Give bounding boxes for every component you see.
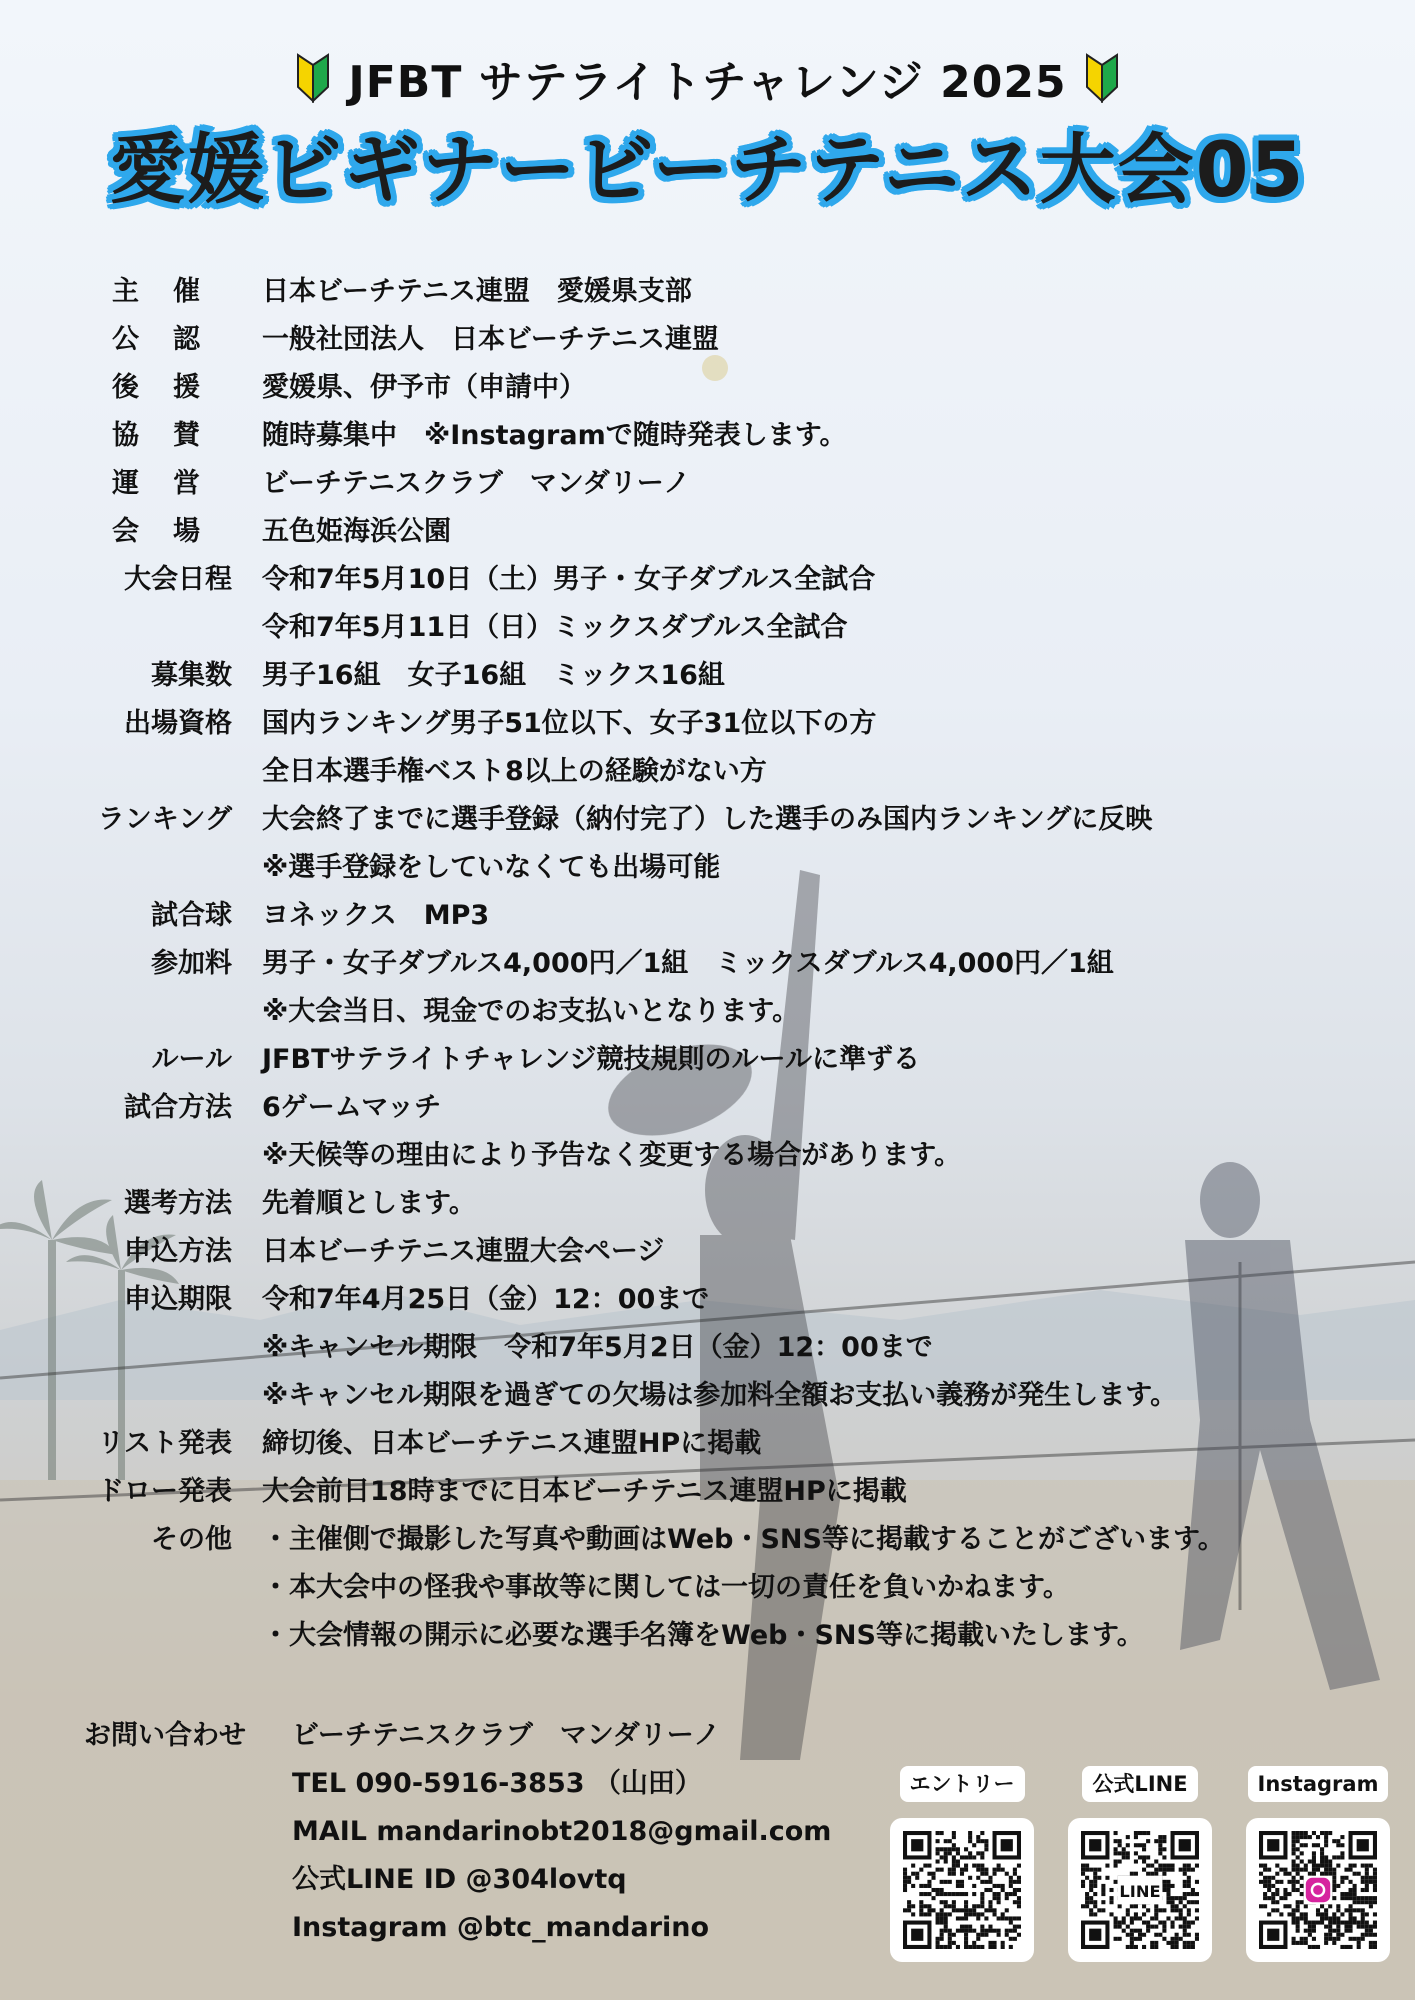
contact-line: TEL 090-5916-3853 （山田） [292, 1768, 702, 1799]
detail-row [80, 1084, 1360, 1180]
detail-label-text: 協賛 [112, 420, 234, 451]
detail-value: ※キャンセル期限を過ぎての欠場は参加料全額お支払い義務が発生します。 [262, 1380, 1178, 1411]
detail-value: 先着順とします。 [262, 1188, 476, 1219]
detail-value: 一般社団法人 日本ビーチテニス連盟 [262, 324, 719, 355]
detail-label-text: 公認 [112, 324, 234, 355]
detail-label: リスト発表 [97, 1428, 232, 1459]
detail-value: 日本ビーチテニス連盟大会ページ [262, 1236, 665, 1267]
contact-line: Instagram @btc_mandarino [292, 1912, 710, 1943]
detail-value: 大会前日18時までに日本ビーチテニス連盟HPに掲載 [262, 1476, 907, 1507]
detail-value: ※選手登録をしていなくても出場可能 [262, 852, 721, 883]
detail-value: 随時募集中 ※Instagramで随時発表します。 [262, 420, 847, 451]
detail-label: 申込方法 [124, 1236, 232, 1267]
detail-row [80, 556, 1360, 652]
qr-code-icon[interactable] [1081, 1831, 1199, 1949]
detail-label: ドロー発表 [97, 1476, 232, 1507]
beginner-mark-icon [1085, 53, 1119, 103]
detail-label: 募集数 [151, 660, 232, 691]
detail-label-text: 後援 [112, 372, 234, 403]
page-title: 愛媛ビギナービーチテニス大会05 [109, 125, 1306, 214]
detail-value: ※キャンセル期限 令和7年5月2日（金）12：00まで [262, 1332, 933, 1363]
qr-code-icon[interactable] [903, 1831, 1021, 1949]
detail-label [80, 508, 232, 556]
header [0, 48, 1415, 218]
qr-label: エントリー [900, 1766, 1025, 1802]
detail-label [80, 460, 232, 508]
detail-value: 令和7年5月10日（土）男子・女子ダブルス全試合 [262, 564, 876, 595]
detail-row [80, 1036, 1360, 1084]
contact-lines [292, 1712, 831, 1952]
detail-value: ビーチテニスクラブ マンダリーノ [262, 468, 691, 499]
detail-row [80, 1468, 1360, 1516]
detail-label: 選考方法 [124, 1188, 232, 1219]
detail-value: 6ゲームマッチ [262, 1092, 442, 1123]
instagram-icon [1306, 1878, 1330, 1902]
detail-label [80, 412, 232, 460]
tournament-details [80, 268, 1360, 1660]
detail-value: ・本大会中の怪我や事故等に関しては一切の責任を負いかねます。 [262, 1572, 1070, 1603]
detail-value: 男子・女子ダブルス4,000円／1組 ミックスダブルス4,000円／1組 [262, 948, 1114, 979]
detail-value: 日本ビーチテニス連盟 愛媛県支部 [262, 276, 692, 307]
detail-value: 令和7年5月11日（日）ミックスダブルス全試合 [262, 612, 848, 643]
qr-block-line[interactable] [1068, 1766, 1212, 1962]
qr-block-entry[interactable] [890, 1766, 1034, 1962]
contact-line: ビーチテニスクラブ マンダリーノ [292, 1720, 721, 1751]
detail-label-text: 運営 [112, 468, 234, 499]
qr-codes [890, 1766, 1390, 1962]
detail-row [80, 700, 1360, 796]
detail-label-text: 主催 [112, 276, 234, 307]
detail-value: 男子16組 女子16組 ミックス16組 [262, 660, 725, 691]
detail-label: 大会日程 [124, 564, 232, 595]
contact-line: 公式LINE ID @304lovtq [292, 1864, 627, 1895]
detail-row [80, 1516, 1360, 1660]
qr-block-instagram[interactable] [1246, 1766, 1390, 1962]
detail-row [80, 892, 1360, 940]
detail-row [80, 460, 1360, 508]
detail-label: 試合球 [151, 900, 232, 931]
detail-value: 令和7年4月25日（金）12：00まで [262, 1284, 710, 1315]
detail-row [80, 1276, 1360, 1420]
detail-value: 五色姫海浜公園 [262, 516, 451, 547]
detail-value: JFBTサテライトチャレンジ競技規則のルールに準ずる [262, 1044, 920, 1075]
detail-row [80, 508, 1360, 556]
detail-label-text: 会場 [112, 516, 234, 547]
detail-value: 大会終了までに選手登録（納付完了）した選手のみ国内ランキングに反映 [262, 804, 1153, 835]
qr-code-icon[interactable] [1259, 1831, 1377, 1949]
detail-row [80, 268, 1360, 316]
detail-value: ヨネックス MP3 [262, 900, 490, 931]
detail-value: ※大会当日、現金でのお支払いとなります。 [262, 996, 800, 1027]
detail-value: ※天候等の理由により予告なく変更する場合があります。 [262, 1140, 962, 1171]
detail-label: 申込期限 [124, 1284, 232, 1315]
detail-row [80, 1420, 1360, 1468]
contact-line: MAIL mandarinobt2018@gmail.com [292, 1816, 832, 1847]
detail-label: 参加料 [151, 948, 232, 979]
detail-row [80, 412, 1360, 460]
detail-row [80, 652, 1360, 700]
detail-row [80, 364, 1360, 412]
subtitle [0, 48, 1415, 108]
contact-section [84, 1712, 831, 1952]
detail-row [80, 1180, 1360, 1228]
detail-row [80, 940, 1360, 1036]
detail-value: 締切後、日本ビーチテニス連盟HPに掲載 [262, 1428, 762, 1459]
detail-row [80, 796, 1360, 892]
subtitle-text: JFBT サテライトチャレンジ 2025 [348, 57, 1067, 108]
detail-value: ・主催側で撮影した写真や動画はWeb・SNS等に掲載することがございます。 [262, 1524, 1225, 1555]
detail-label: ルール [151, 1044, 232, 1075]
detail-row [80, 1228, 1360, 1276]
beginner-mark-icon [296, 53, 330, 103]
detail-label [80, 268, 232, 316]
contact-label: お問い合わせ [84, 1720, 246, 1751]
detail-value: ・大会情報の開示に必要な選手名簿をWeb・SNS等に掲載いたします。 [262, 1620, 1144, 1651]
detail-value: 国内ランキング男子51位以下、女子31位以下の方 [262, 708, 877, 739]
detail-label: 出場資格 [124, 708, 232, 739]
detail-label [80, 316, 232, 364]
detail-value: 愛媛県、伊予市（申請中） [262, 372, 586, 403]
qr-label: Instagram [1248, 1766, 1389, 1802]
detail-label [80, 364, 232, 412]
line-logo-text: LINE [1119, 1881, 1161, 1901]
detail-row [80, 316, 1360, 364]
detail-label: 試合方法 [124, 1092, 232, 1123]
detail-label: その他 [151, 1524, 232, 1555]
qr-label: 公式LINE [1082, 1766, 1197, 1802]
detail-value: 全日本選手権ベスト8以上の経験がない方 [262, 756, 767, 787]
detail-label: ランキング [97, 804, 232, 835]
